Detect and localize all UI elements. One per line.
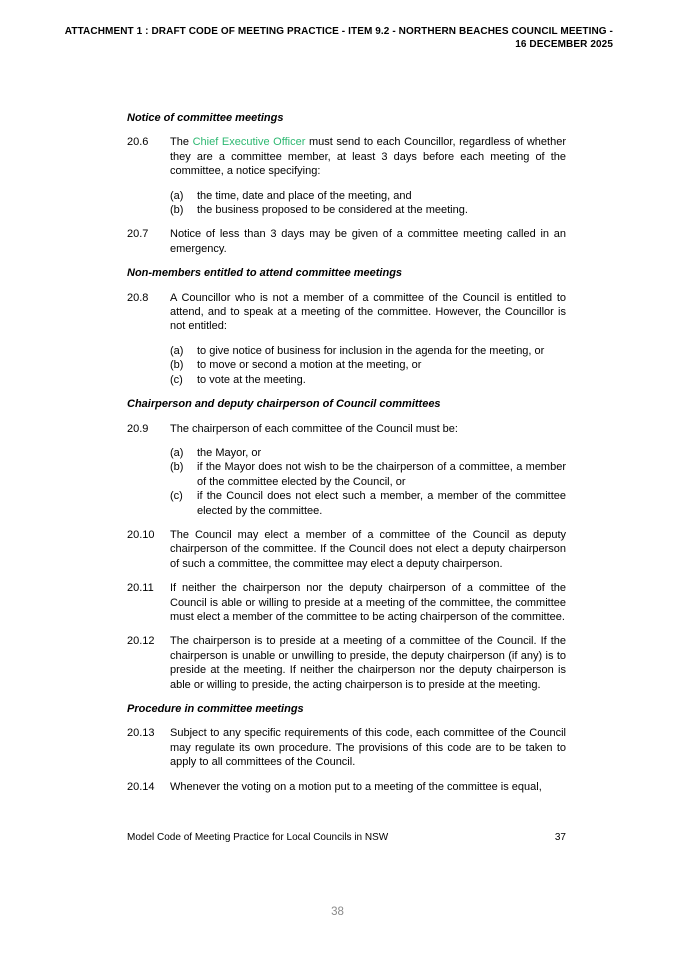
clause-20-8-text: A Councillor who is not a member of a committee of the Council is entitled to attend, and to speak at a meeting of the committee. However, the Councillor is not entitled: <box>170 291 566 333</box>
list-item-b <box>170 203 566 217</box>
clause-20-9 <box>127 422 566 436</box>
clause-20-6-text-pre: The <box>170 136 193 149</box>
clause-20-6-text <box>170 135 566 178</box>
clause-20-11-text: If neither the chairperson nor the deputy chairperson of a committee of the Council is able or willing to preside at a meeting of the committee, the committee must elect a member of the committee to be acting chairperson of the committee. <box>170 582 566 623</box>
clause-20-7 <box>127 227 566 256</box>
clause-20-10-number: 20.10 <box>127 528 155 541</box>
clause-20-7-text: Notice of less than 3 days may be given of a committee meeting called in an emergency. <box>170 228 566 255</box>
clause-20-14-text: Whenever the voting on a motion put to a meeting of the committee is equal, <box>170 780 542 793</box>
clause-20-6-sublist <box>170 189 566 218</box>
clause-20-12 <box>127 634 566 692</box>
heading-notice-of-committee-meetings: Notice of committee meetings <box>127 112 284 124</box>
list-item-text: to move or second a motion at the meeting, or <box>197 359 422 372</box>
footer-page-number: 37 <box>554 832 566 843</box>
clause-20-7-number: 20.7 <box>127 228 149 241</box>
footer-title: Model Code of Meeting Practice for Local Councils in NSW <box>127 832 389 843</box>
list-item-label: (c) <box>170 373 183 386</box>
list-item-b <box>170 358 566 372</box>
heading-procedure: Procedure in committee meetings <box>127 703 304 715</box>
list-item-text: the business proposed to be considered at the meeting. <box>197 204 468 217</box>
clause-20-8 <box>127 291 566 334</box>
list-item-label: (c) <box>170 490 183 503</box>
list-item-text: to give notice of business for inclusion in the agenda for the meeting, or <box>197 344 545 357</box>
list-item-text: the time, date and place of the meeting, and <box>197 189 412 202</box>
clause-20-13-text: Subject to any specific requirements of this code, each committee of the Council may regulate its own procedure. The provisions of this code are to be taken to apply to all committees of the Council. <box>170 727 566 769</box>
attachment-header-line2: 16 DECEMBER 2025 <box>515 39 613 50</box>
clause-20-9-number: 20.9 <box>127 422 149 435</box>
list-item-text: if the Council does not elect such a member, a member of the committee elected by the committee. <box>197 490 566 517</box>
list-item-label: (a) <box>170 344 184 357</box>
clause-20-11-number: 20.11 <box>127 582 154 595</box>
list-item-label: (b) <box>170 461 184 474</box>
clause-20-12-text: The chairperson is to preside at a meeting of a committee of the Council. If the chairperson is unable or unwilling to preside, the deputy chairperson (if any) is to preside at the meeting. If neither the chairperson nor the deputy chairperson is able or willing to preside, the acting chairperson is to preside at the meeting. <box>170 635 566 691</box>
list-item-a <box>170 446 566 460</box>
list-item-label: (a) <box>170 189 184 202</box>
list-item-text: to vote at the meeting. <box>197 373 306 386</box>
clause-20-14 <box>127 780 566 794</box>
list-item-c <box>170 373 566 387</box>
list-item-label: (b) <box>170 204 184 217</box>
document-body <box>127 111 566 804</box>
document-footer <box>127 832 566 843</box>
outer-page-number: 38 <box>331 906 344 918</box>
clause-20-13-number: 20.13 <box>127 727 155 740</box>
list-item-b <box>170 460 566 489</box>
clause-20-9-sublist <box>170 446 566 518</box>
clause-20-12-number: 20.12 <box>127 635 155 648</box>
clause-20-8-sublist <box>170 344 566 387</box>
attachment-header-line1: ATTACHMENT 1 : DRAFT CODE OF MEETING PRACTICE - ITEM 9.2 - NORTHERN BEACHES COUNCIL MEETING - <box>64 26 613 37</box>
clause-20-11 <box>127 581 566 624</box>
heading-non-members: Non-members entitled to attend committee meetings <box>127 267 403 280</box>
list-item-text: if the Mayor does not wish to be the chairperson of a committee, a member of the committee elected by the Council, or <box>197 461 566 488</box>
heading-chairperson: Chairperson and deputy chairperson of Council committees <box>127 398 441 411</box>
list-item-a <box>170 344 566 358</box>
clause-20-10-text: The Council may elect a member of a committee of the Council as deputy chairperson of the committee. If the Council does not elect a deputy chairperson of such a committee, the committee may elect a deputy chairperson. <box>170 528 566 570</box>
clause-20-8-number: 20.8 <box>127 291 149 304</box>
clause-20-13 <box>127 726 566 769</box>
list-item-a <box>170 189 566 203</box>
list-item-label: (a) <box>170 446 184 459</box>
list-item-text: the Mayor, or <box>197 446 262 459</box>
clause-20-10 <box>127 528 566 571</box>
clause-20-14-number: 20.14 <box>127 780 155 793</box>
clause-20-6-number: 20.6 <box>127 136 149 149</box>
clause-20-6-text-post: must send to each Councillor, regardless of whether they are a committee member, at least 3 days before each meeting of the committee, a notice specifying: <box>170 136 566 178</box>
clause-20-9-text: The chairperson of each committee of the Council must be: <box>170 422 458 435</box>
clause-20-6 <box>127 135 566 178</box>
chief-executive-officer-green-text: Chief Executive Officer <box>192 136 306 149</box>
list-item-label: (b) <box>170 359 184 372</box>
list-item-c <box>170 489 566 518</box>
